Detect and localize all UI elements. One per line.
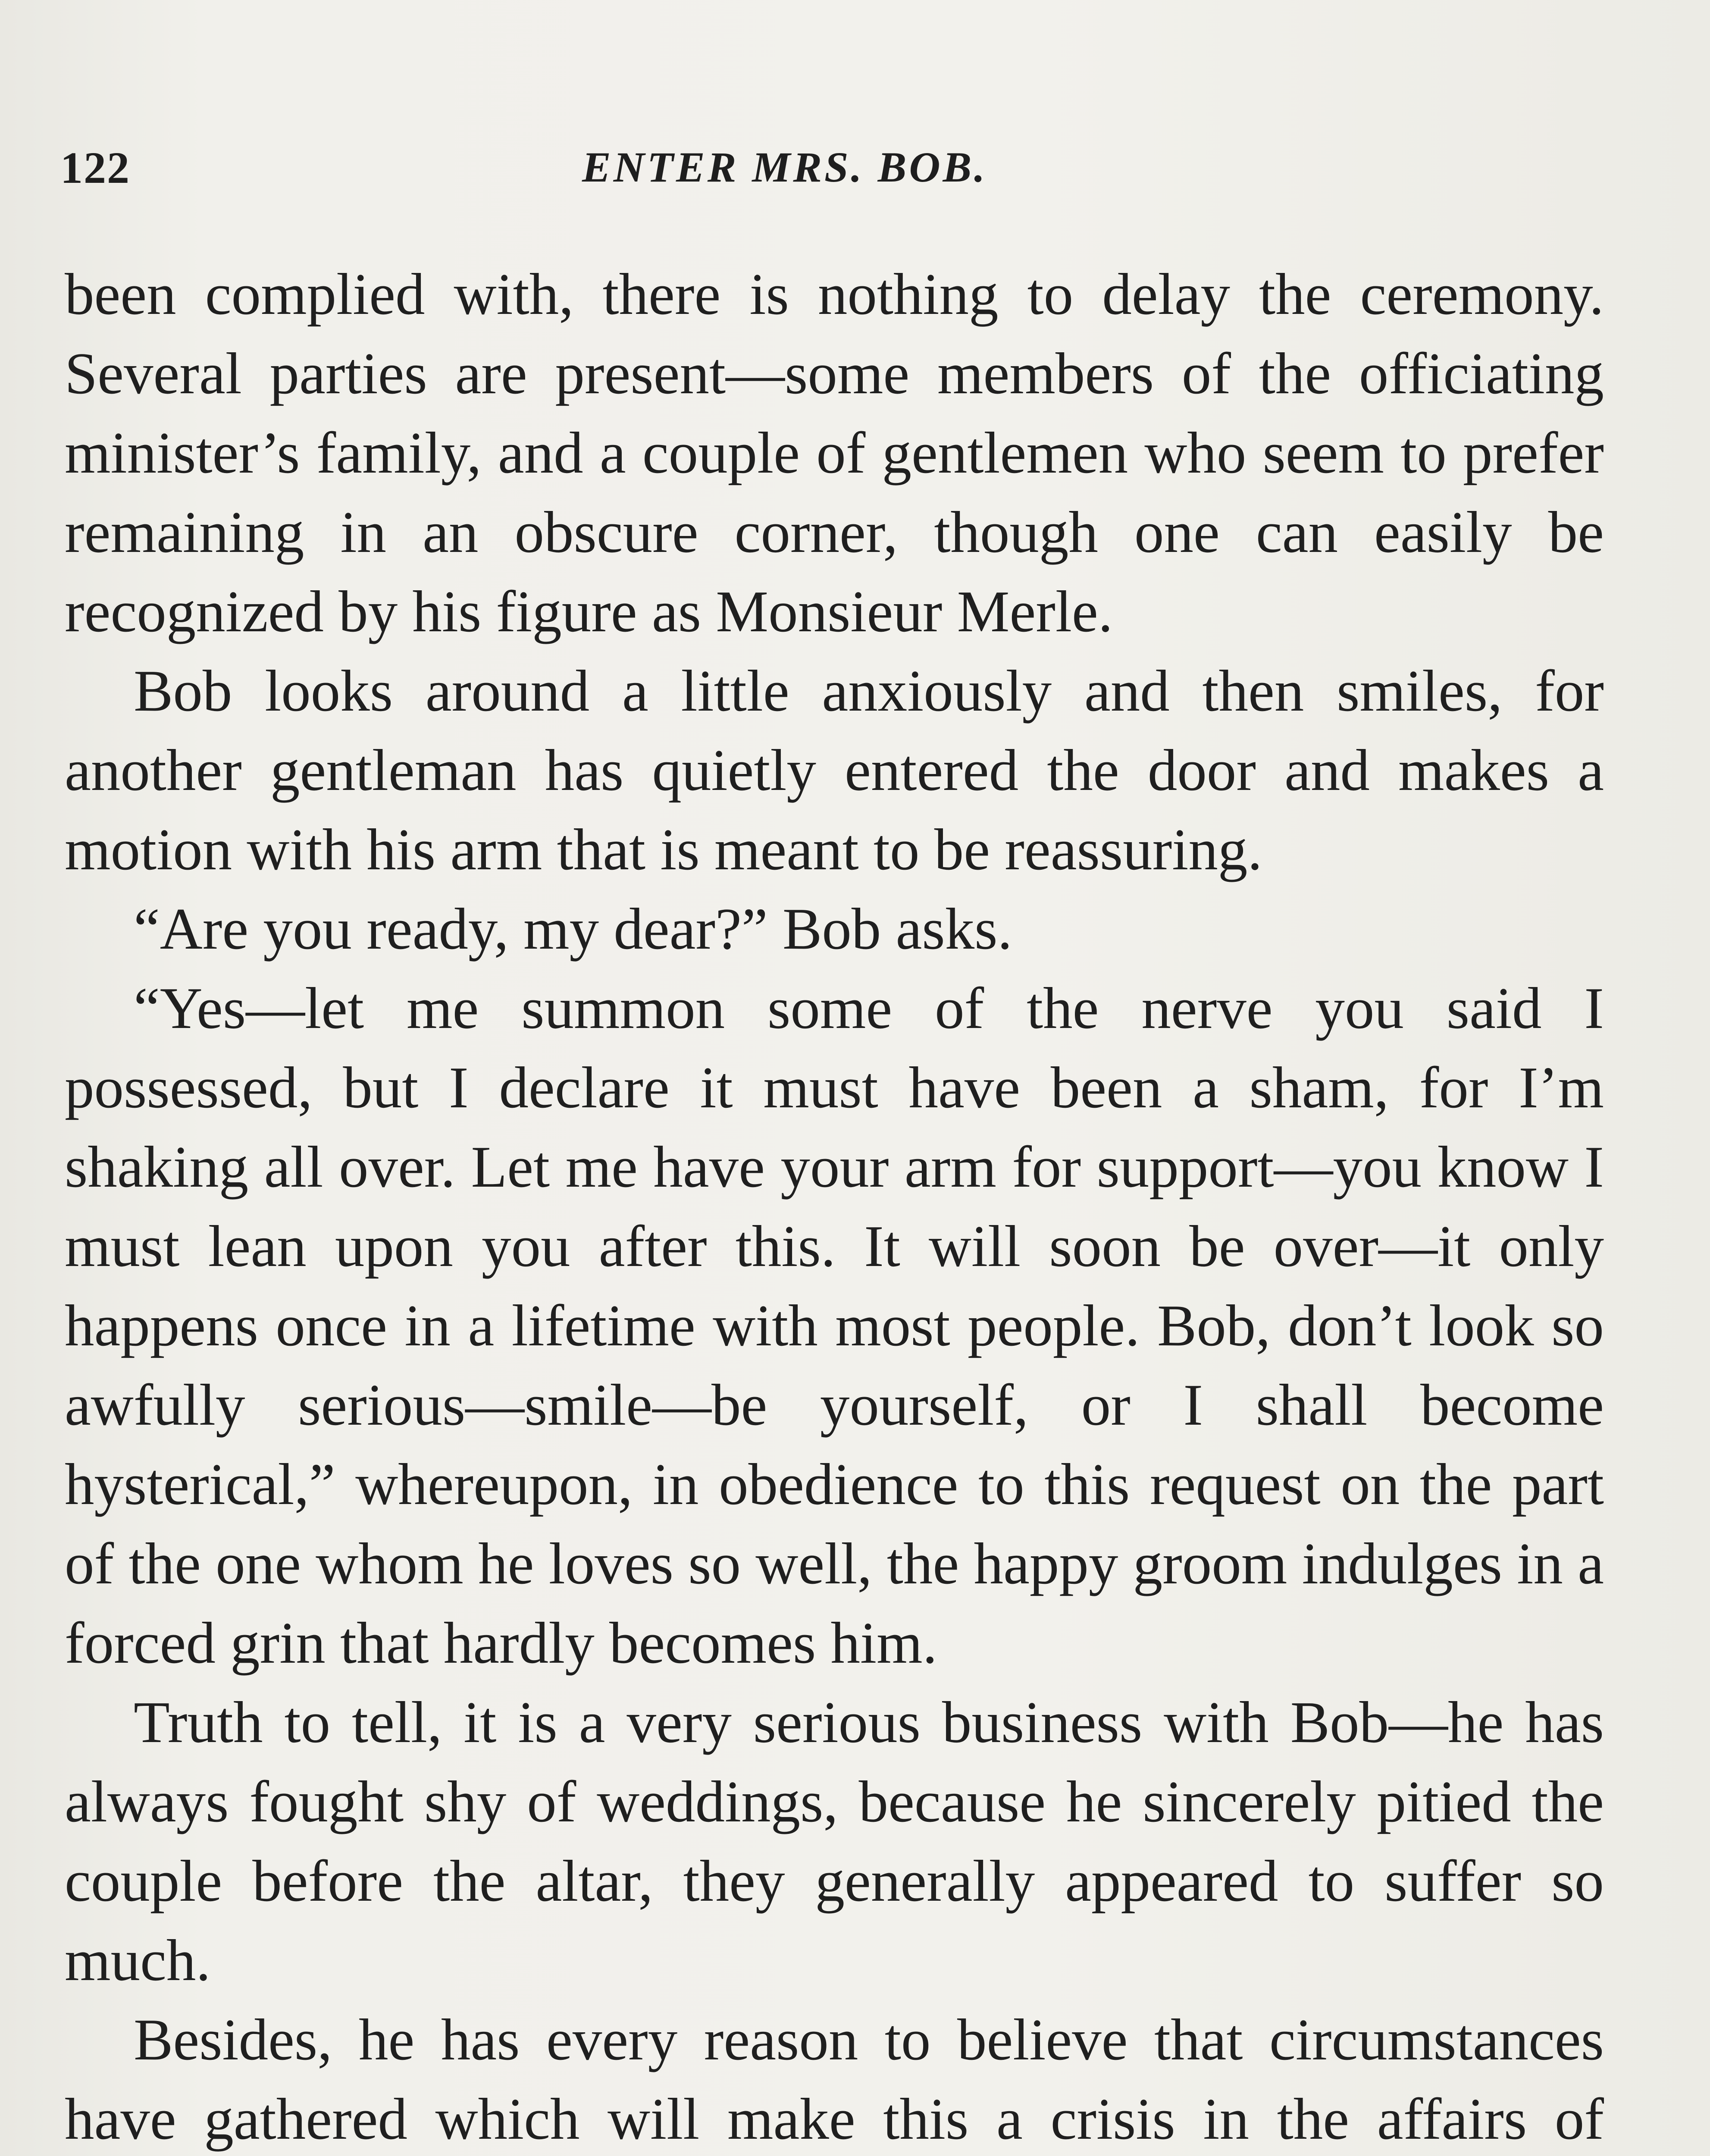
running-head: ENTER MRS. BOB. [582,143,988,191]
page-number: 122 [60,143,130,193]
paragraph: “Yes—let me summon some of the nerve you said I possessed, but I declare it must have been a sham, for I’m shaking all over. Let me have your arm for support—you know I must lean upon you after this. It will soon be over—it only happens once in a lifetime with most people. Bob, don’t look so awfully serious—smile—be yourself, or I shall become hysterical,” whereupon, in obedience to this request on the part of the one whom he loves so well, the happy groom indulges in a forced grin that hardly becomes him. [65,975,1604,1676]
paragraph: Besides, he has every reason to believe that circumstances have gathered which will make this a crisis in the affairs of [65,2007,1604,2152]
paragraph: “Are you ready, my dear?” Bob asks. [134,896,1012,962]
body-text [65,254,1604,2156]
paragraph-continued: been complied with, there is nothing to delay the ceremony. Several parties are present—some members of the officiating minister’s family, and a couple of gentlemen who seem to prefer remaining in an obscure corner, though one can easily be recognized by his figure as Monsieur Merle. [65,261,1604,644]
paragraph: Truth to tell, it is a very serious business with Bob—he has always fought shy of weddings, because he sincerely pitied the couple before the altar, they generally appeared to suffer so much. [65,1689,1604,1993]
paragraph: Bob looks around a little anxiously and then smiles, for another gentleman has quietly entered the door and makes a motion with his arm that is meant to be reassuring. [65,658,1604,882]
page-header [60,142,1595,229]
